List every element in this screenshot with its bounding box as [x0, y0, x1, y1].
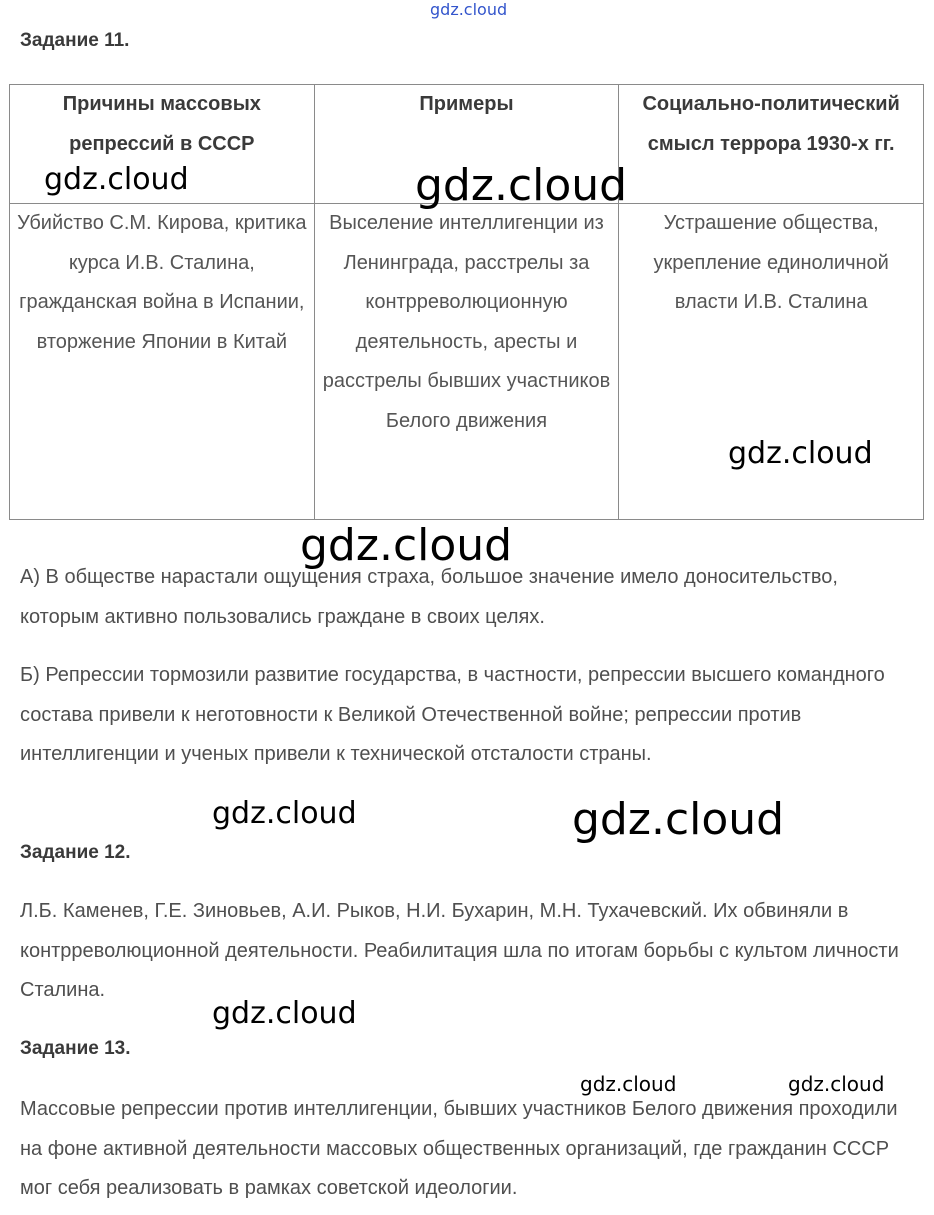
- watermark-top: gdz.cloud: [430, 0, 508, 19]
- watermark: gdz.cloud: [44, 162, 189, 197]
- table-header-examples: Примеры: [314, 85, 619, 204]
- table-row: [10, 204, 924, 520]
- watermark: gdz.cloud: [788, 1072, 885, 1096]
- watermark: gdz.cloud: [415, 160, 628, 211]
- task-12-title: Задание 12.: [20, 842, 131, 863]
- task-12-text: Л.Б. Каменев, Г.Е. Зиновьев, А.И. Рыков, Н.И. Бухарин, М.Н. Тухачевский. Их обвиняли в контрреволюционной деятельности. Реабилитация шла по итогам борьбы с культом личности Сталина.: [20, 900, 899, 1001]
- watermark: gdz.cloud: [572, 794, 785, 845]
- task-11-title: Задание 11.: [20, 30, 130, 51]
- table-cell-causes: Убийство С.М. Кирова, критика курса И.В. Сталина, гражданская война в Испании, вторжение Японии в Китай: [10, 204, 315, 520]
- task-13-title: Задание 13.: [20, 1038, 131, 1059]
- task-13-text: Массовые репрессии против интеллигенции, бывших участников Белого движения проходили на фоне активной деятельности массовых общественных организаций, где гражданин СССР мог себя реализовать в рамках советской идеологии.: [20, 1098, 898, 1199]
- table-header-meaning: Социально-политический смысл террора 1930-х гг.: [619, 85, 924, 204]
- watermark: gdz.cloud: [300, 520, 513, 571]
- table-header-causes: Причины массовых репрессий в СССР: [10, 85, 315, 204]
- task-11-paragraph-b: Б) Репрессии тормозили развитие государства, в частности, репрессии высшего командного состава привели к неготовности к Великой Отечественной войне; репрессии против интеллигенции и ученых привели к технической отсталости страны.: [20, 664, 885, 765]
- watermark: gdz.cloud: [728, 436, 873, 471]
- table-cell-meaning: Устрашение общества, укрепление единоличной власти И.В. Сталина: [619, 204, 924, 520]
- task-11-paragraph-a: А) В обществе нарастали ощущения страха, большое значение имело доносительство, которым активно пользовались граждане в своих целях.: [20, 566, 838, 628]
- table-cell-examples: Выселение интеллигенции из Ленинграда, расстрелы за контрреволюционную деятельность, аресты и расстрелы бывших участников Белого движения: [314, 204, 619, 520]
- watermark: gdz.cloud: [212, 996, 357, 1031]
- watermark: gdz.cloud: [212, 796, 357, 831]
- watermark: gdz.cloud: [580, 1072, 677, 1096]
